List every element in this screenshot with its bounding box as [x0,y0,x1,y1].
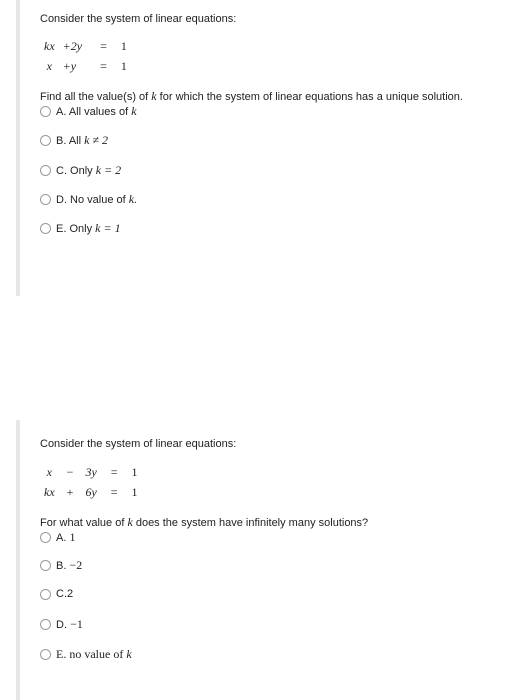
answer-option-d[interactable] [40,192,137,207]
question-prompt: Consider the system of linear equations: [40,13,237,25]
term: 3y [85,464,97,479]
option-label: E. no value of [56,647,124,661]
radio-button[interactable] [40,194,51,205]
operator: − [66,464,74,479]
option-math: 2 [67,588,74,600]
option-label: A. [56,531,67,544]
answer-option-c[interactable] [40,588,73,600]
answer-option-e[interactable] [40,221,121,236]
equation-system [40,462,142,502]
equals-sign: = [100,38,107,53]
question-card-1 [16,0,511,296]
radio-button[interactable] [40,560,51,571]
question-text-post: for which the system of linear equations has a unique solution. [159,91,463,103]
option-label: D. [56,618,67,631]
operator: + [66,484,74,499]
question-text-pre: Find all the value(s) of [40,91,149,103]
term: 6y [85,484,97,499]
equation-row [40,462,142,482]
question-variable: k [151,89,157,103]
equals-sign: = [110,464,118,479]
radio-button[interactable] [40,532,51,543]
option-label: E. Only [56,222,93,235]
option-label: B. [56,559,67,572]
rhs: 1 [120,58,127,73]
option-math: k = 1 [95,221,121,235]
answer-option-c[interactable] [40,163,121,178]
answer-option-a[interactable] [40,530,75,545]
option-label: D. No value of [56,193,126,206]
equation-system [40,36,131,76]
term: kx [44,484,55,499]
answer-option-a[interactable] [40,104,137,119]
option-math: 1 [69,530,76,544]
question-text [40,515,368,530]
term: +y [62,58,77,73]
option-label: A. All values of [56,105,129,118]
option-math: k [131,104,137,118]
equals-sign: = [110,484,118,499]
question-text-pre: For what value of [40,517,125,529]
rhs: 1 [131,484,138,499]
answer-option-d[interactable] [40,617,83,632]
radio-button[interactable] [40,649,51,660]
equation-row [40,482,142,502]
option-label: C. Only [56,164,93,177]
option-math: k ≠ 2 [84,133,109,147]
radio-button[interactable] [40,165,51,176]
question-variable: k [127,515,133,529]
option-label: C. [56,588,67,600]
rhs: 1 [120,38,127,53]
option-math: k. [128,192,138,206]
radio-button[interactable] [40,619,51,630]
option-math: k = 2 [95,163,122,177]
option-math: −1 [70,617,83,631]
answer-option-b[interactable] [40,133,108,148]
answer-option-e[interactable] [40,647,132,662]
radio-button[interactable] [40,223,51,234]
term: x [46,464,52,479]
term: +2y [62,38,83,53]
rhs: 1 [131,464,138,479]
radio-button[interactable] [40,106,51,117]
equation-row [40,56,131,76]
term: x [46,58,52,73]
radio-button[interactable] [40,135,51,146]
question-card-2 [16,420,511,700]
option-label: B. All [56,134,82,147]
option-math: k [126,647,132,661]
question-prompt: Consider the system of linear equations: [40,438,237,450]
option-math: −2 [69,558,83,572]
question-text-post: does the system have infinitely many solutions? [135,517,369,529]
equals-sign: = [100,58,107,73]
radio-button[interactable] [40,589,51,600]
equation-row [40,36,131,56]
question-text [40,89,463,104]
term: kx [44,38,55,53]
answer-option-b[interactable] [40,558,82,573]
